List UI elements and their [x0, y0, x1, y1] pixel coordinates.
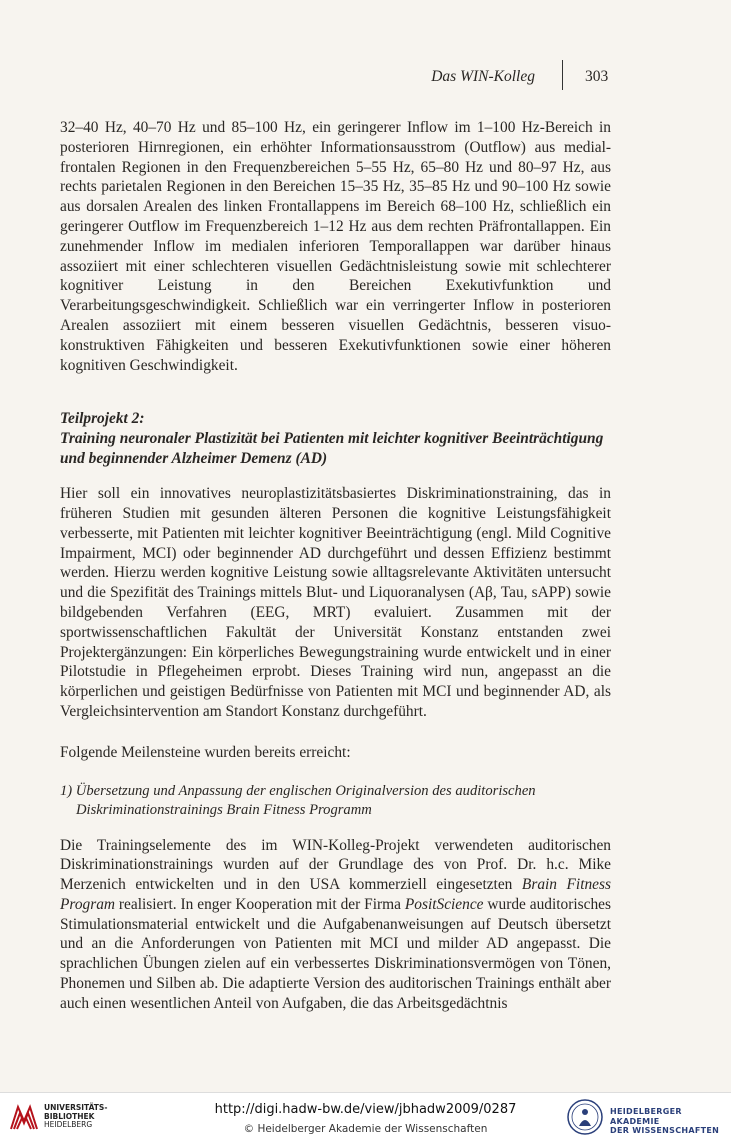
running-title: Das WIN-Kolleg: [431, 68, 535, 85]
paragraph-4-part-c: wurde auditorisches Stimulationsmaterial entwickelt und die Aufgabenanweisungen auf Deutsch übersetzt und an die Anforderungen von Patienten mit MCI und milder AD angepasst. Die sprachlichen Übungen zielen auf ein verbessertes Diskriminationsvermögen von Tönen, Phonemen und Silben ab. Die adaptierte Version des auditorischen Trainings enthält aber auch einen wesentlichen Anteil von Aufgaben, die das Arbeitsgedächtnis: [60, 895, 611, 1012]
paragraph-1: 32–40 Hz, 40–70 Hz und 85–100 Hz, ein geringerer Inflow im 1–100 Hz-Bereich in posterioren Hirnregionen, ein erhöhter Informationsausstrom (Outflow) aus medial-frontalen Regionen in den Frequenzbereichen 5–55 Hz, 65–80 Hz und 80–97 Hz, aus rechts parietalen Regionen in den Bereichen 15–35 Hz, 35–85 Hz und 90–100 Hz sowie aus dorsalen Arealen des linken Frontallappens im Bereich 68–100 Hz, schließlich ein geringerer Outflow im Frequenzbereich 1–12 Hz aus dem rechten Präfrontallappen. Ein zunehmender Inflow im medialen inferioren Temporallappen war darüber hinaus assoziiert mit einer schlechteren visuellen Gedächtnisleistung sowie mit schlechterer kognitiver Leistung in den Bereichen Exekutivfunktion und Verarbeitungsgeschwindigkeit. Schließlich war ein verringerter Inflow in posterioren Arealen assoziiert mit einem besseren visuellen Gedächtnis, besseren visuo-konstruktiven Fähigkeiten und besseren Exekutivfunktionen sowie einer höheren kognitiven Geschwindigkeit.: [60, 119, 611, 374]
paragraph-4: [60, 836, 611, 1014]
university-library-name: UNIVERSITÄTS- BIBLIOTHEK HEIDELBERG: [44, 1103, 108, 1129]
paragraph-4-part-b: realisiert. In enger Kooperation mit der Firma: [115, 895, 405, 913]
page-number: 303: [585, 68, 609, 85]
paragraph-4-part-a: Die Trainingselemente des im WIN-Kolleg-Projekt verwendeten auditorischen Diskriminationstrainings wurden auf der Grundlage des von Prof. Dr. h.c. Mike Merzenich entwickelten und in den USA kommerziell eingesetzten: [60, 836, 611, 894]
academy-name: HEIDELBERGER AKADEMIE DER WISSENSCHAFTEN: [610, 1107, 720, 1135]
section-heading: [60, 409, 611, 468]
heading-line-2: Training neuronaler Plastizität bei Patienten mit leichter kognitiver Beeinträchtigung und beginnender Alzheimer Demenz (AD): [60, 429, 604, 467]
digitization-footer: [0, 1092, 731, 1143]
main-text: [60, 118, 611, 1014]
heading-line-1: Teilprojekt 2:: [60, 410, 145, 428]
copyright-notice: © Heidelberger Akademie der Wissenschaften: [243, 1123, 488, 1135]
academy-seal-icon: [566, 1098, 604, 1136]
running-head: [0, 66, 731, 88]
header-divider: [562, 60, 563, 90]
product-name-brain-fitness: Brain Fitness Program: [60, 876, 611, 913]
company-name-positscience: PositScience: [404, 895, 484, 913]
paragraph-3: Folgende Meilensteine wurden bereits erreicht:: [60, 743, 351, 761]
milestone-1: 1) Übersetzung und Anpassung der englischen Originalversion des auditorischen Diskriminationstrainings Brain Fitness Programm: [60, 782, 536, 818]
permalink-url[interactable]: http://digi.hadw-bw.de/view/jbhadw2009/0287: [214, 1102, 517, 1117]
paragraph-2: Hier soll ein innovatives neuroplastizitätsbasiertes Diskriminationstraining, das in früheren Studien mit gesunden älteren Personen die kognitive Leistungsfähigkeit verbesserte, mit Patienten mit leichter kognitiver Beeinträchtigung (engl. Mild Cognitive Impairment, MCI) oder beginnender AD durchgeführt und dessen Effizienz bestimmt werden. Hierzu werden kognitive Leistung sowie alltagsrelevante Aktivitäten untersucht und die Spezifität des Trainings mittels Blut- und Liquoranalysen (Aβ, Tau, sAPP) sowie bildgebenden Verfahren (EEG, MRT) evaluiert. Zusammen mit der sportwissenschaftlichen Fakultät der Universität Konstanz entstanden zwei Projektergänzungen: Ein körperliches Bewegungstraining wurde entwickelt und in einer Pilotstudie in Pflegeheimen erprobt. Dieses Training wird nun, angepasst an die körperlichen und geistigen Bedürfnisse von Patienten mit MCI und beginnender AD, als Vergleichsintervention am Standort Konstanz durchgeführt.: [60, 485, 611, 720]
